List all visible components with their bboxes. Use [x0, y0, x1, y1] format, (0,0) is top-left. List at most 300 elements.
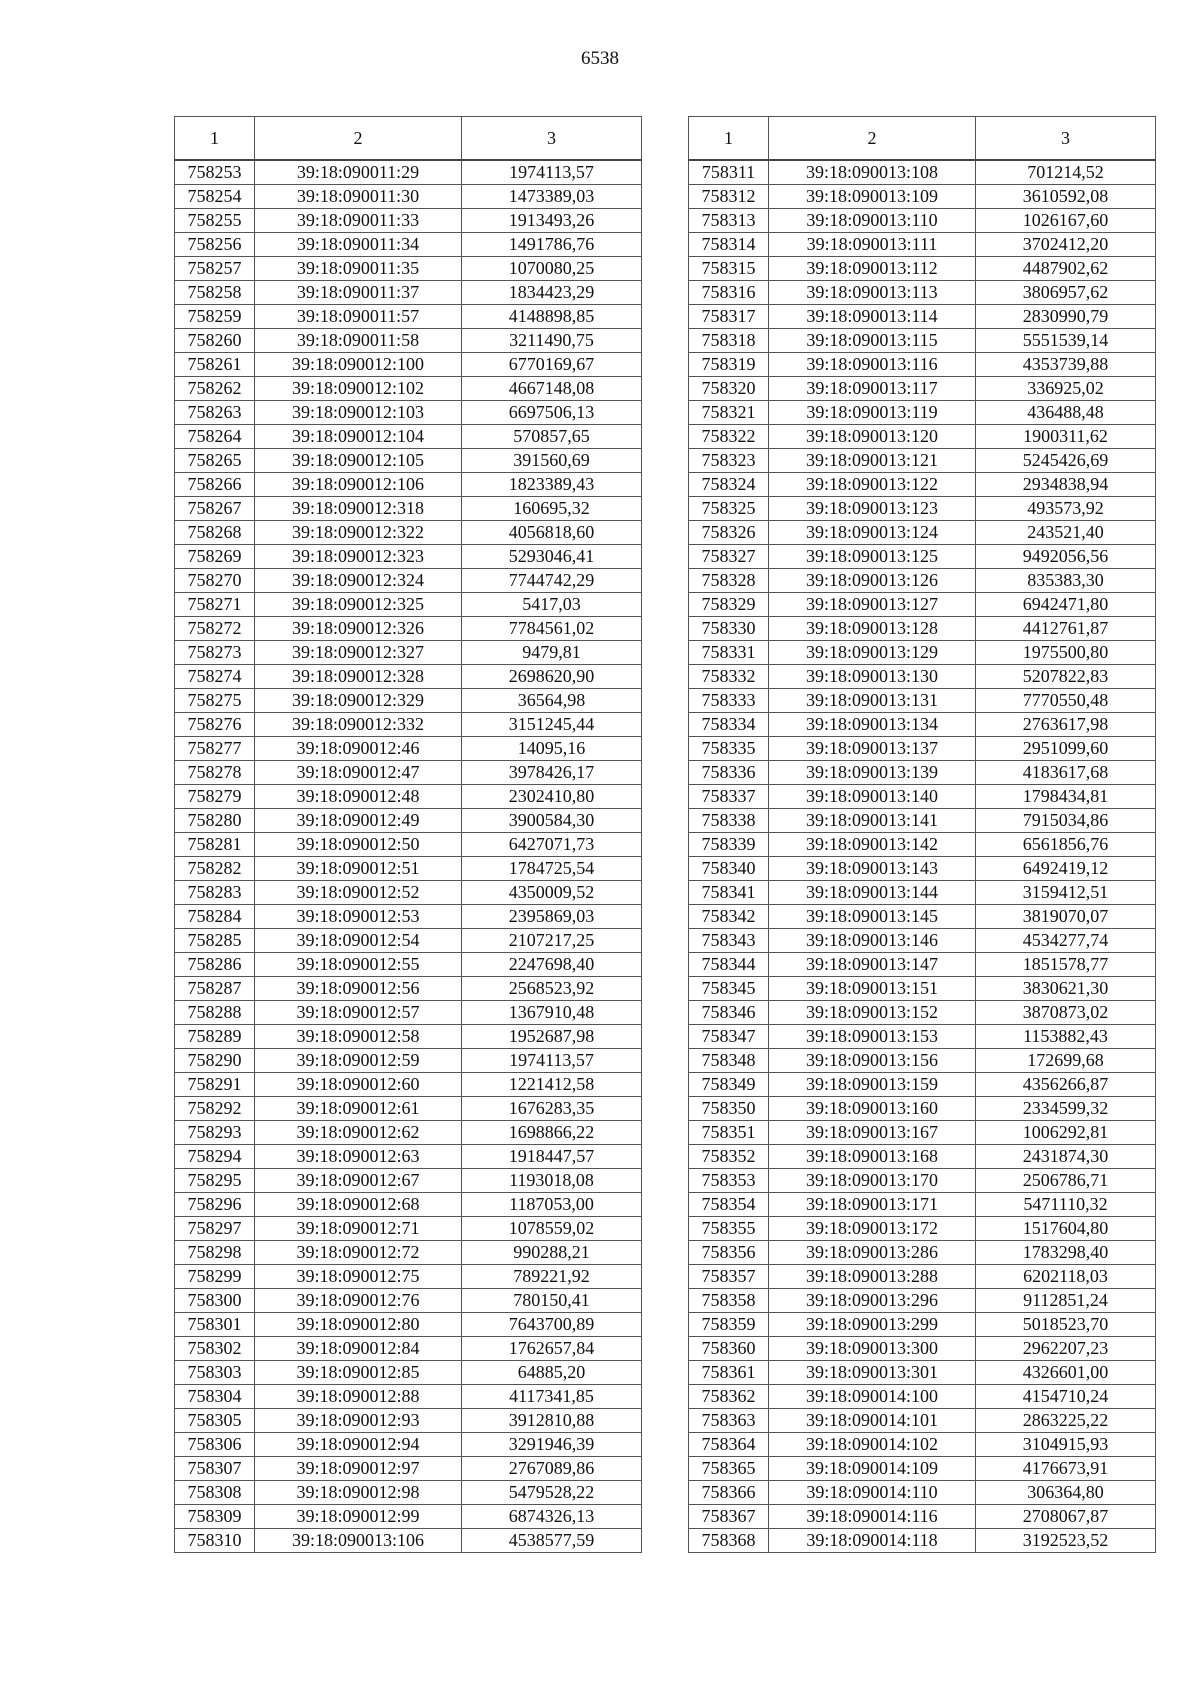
table-row	[175, 1001, 642, 1025]
row-number-cell: 758272	[175, 617, 255, 641]
table-row	[175, 473, 642, 497]
cadastral-number-cell: 39:18:090013:137	[769, 737, 976, 761]
cadastral-number-cell: 39:18:090012:72	[255, 1241, 462, 1265]
left-table	[174, 116, 642, 1553]
row-number-cell: 758359	[689, 1313, 769, 1337]
cadastral-number-cell: 39:18:090012:327	[255, 641, 462, 665]
value-cell: 4538577,59	[462, 1529, 642, 1553]
value-cell: 3192523,52	[976, 1529, 1156, 1553]
value-cell: 7784561,02	[462, 617, 642, 641]
cadastral-number-cell: 39:18:090012:47	[255, 761, 462, 785]
table-row	[689, 1025, 1156, 1049]
table-row	[689, 1481, 1156, 1505]
row-number-cell: 758276	[175, 713, 255, 737]
row-number-cell: 758309	[175, 1505, 255, 1529]
table-row	[689, 593, 1156, 617]
row-number-cell: 758361	[689, 1361, 769, 1385]
row-number-cell: 758315	[689, 257, 769, 281]
table-row	[175, 1241, 642, 1265]
cadastral-number-cell: 39:18:090013:106	[255, 1529, 462, 1553]
value-cell: 1900311,62	[976, 425, 1156, 449]
value-cell: 4154710,24	[976, 1385, 1156, 1409]
table-row	[175, 689, 642, 713]
table-row	[689, 1337, 1156, 1361]
cadastral-number-cell: 39:18:090013:172	[769, 1217, 976, 1241]
value-cell: 1698866,22	[462, 1121, 642, 1145]
header-row	[689, 117, 1156, 161]
table-row	[175, 857, 642, 881]
cadastral-number-cell: 39:18:090013:112	[769, 257, 976, 281]
cadastral-number-cell: 39:18:090013:134	[769, 713, 976, 737]
table-row	[175, 545, 642, 569]
cadastral-number-cell: 39:18:090012:61	[255, 1097, 462, 1121]
cadastral-number-cell: 39:18:090012:102	[255, 377, 462, 401]
value-cell: 1078559,02	[462, 1217, 642, 1241]
row-number-cell: 758300	[175, 1289, 255, 1313]
cadastral-number-cell: 39:18:090013:168	[769, 1145, 976, 1169]
table-row	[175, 449, 642, 473]
table-row	[175, 1169, 642, 1193]
cadastral-number-cell: 39:18:090012:58	[255, 1025, 462, 1049]
table-row	[689, 233, 1156, 257]
row-number-cell: 758317	[689, 305, 769, 329]
value-cell: 1491786,76	[462, 233, 642, 257]
cadastral-number-cell: 39:18:090013:288	[769, 1265, 976, 1289]
value-cell: 1221412,58	[462, 1073, 642, 1097]
value-cell: 1367910,48	[462, 1001, 642, 1025]
table-row	[689, 1433, 1156, 1457]
cadastral-number-cell: 39:18:090013:114	[769, 305, 976, 329]
row-number-cell: 758269	[175, 545, 255, 569]
row-number-cell: 758281	[175, 833, 255, 857]
row-number-cell: 758287	[175, 977, 255, 1001]
cadastral-number-cell: 39:18:090011:37	[255, 281, 462, 305]
value-cell: 1784725,54	[462, 857, 642, 881]
row-number-cell: 758322	[689, 425, 769, 449]
row-number-cell: 758292	[175, 1097, 255, 1121]
cadastral-number-cell: 39:18:090012:88	[255, 1385, 462, 1409]
table-row	[175, 353, 642, 377]
cadastral-number-cell: 39:18:090012:106	[255, 473, 462, 497]
cadastral-number-cell: 39:18:090012:57	[255, 1001, 462, 1025]
cadastral-number-cell: 39:18:090013:167	[769, 1121, 976, 1145]
row-number-cell: 758344	[689, 953, 769, 977]
header-row	[175, 117, 642, 161]
cadastral-number-cell: 39:18:090013:129	[769, 641, 976, 665]
value-cell: 3819070,07	[976, 905, 1156, 929]
value-cell: 1975500,80	[976, 641, 1156, 665]
value-cell: 701214,52	[976, 160, 1156, 185]
row-number-cell: 758279	[175, 785, 255, 809]
table-row	[175, 593, 642, 617]
value-cell: 4353739,88	[976, 353, 1156, 377]
value-cell: 4056818,60	[462, 521, 642, 545]
row-number-cell: 758350	[689, 1097, 769, 1121]
row-number-cell: 758323	[689, 449, 769, 473]
row-number-cell: 758364	[689, 1433, 769, 1457]
cadastral-number-cell: 39:18:090013:299	[769, 1313, 976, 1337]
row-number-cell: 758316	[689, 281, 769, 305]
row-number-cell: 758297	[175, 1217, 255, 1241]
cadastral-number-cell: 39:18:090012:103	[255, 401, 462, 425]
value-cell: 7770550,48	[976, 689, 1156, 713]
table-row	[689, 1313, 1156, 1337]
cadastral-number-cell: 39:18:090013:147	[769, 953, 976, 977]
table-row	[175, 1265, 642, 1289]
value-cell: 3151245,44	[462, 713, 642, 737]
cadastral-number-cell: 39:18:090013:127	[769, 593, 976, 617]
cadastral-number-cell: 39:18:090012:80	[255, 1313, 462, 1337]
table-row	[689, 1145, 1156, 1169]
cadastral-number-cell: 39:18:090013:119	[769, 401, 976, 425]
value-cell: 5245426,69	[976, 449, 1156, 473]
value-cell: 4183617,68	[976, 761, 1156, 785]
row-number-cell: 758298	[175, 1241, 255, 1265]
value-cell: 2247698,40	[462, 953, 642, 977]
cadastral-number-cell: 39:18:090012:98	[255, 1481, 462, 1505]
value-cell: 1918447,57	[462, 1145, 642, 1169]
table-row	[689, 449, 1156, 473]
table-row	[175, 329, 642, 353]
cadastral-number-cell: 39:18:090013:128	[769, 617, 976, 641]
value-cell: 4356266,87	[976, 1073, 1156, 1097]
table-row	[689, 737, 1156, 761]
table-row	[689, 281, 1156, 305]
cadastral-number-cell: 39:18:090012:54	[255, 929, 462, 953]
table-row	[175, 1433, 642, 1457]
table-row	[689, 1409, 1156, 1433]
row-number-cell: 758271	[175, 593, 255, 617]
table-row	[175, 425, 642, 449]
value-cell: 1851578,77	[976, 953, 1156, 977]
value-cell: 6770169,67	[462, 353, 642, 377]
row-number-cell: 758332	[689, 665, 769, 689]
table-row	[175, 1529, 642, 1553]
row-number-cell: 758333	[689, 689, 769, 713]
value-cell: 2302410,80	[462, 785, 642, 809]
cadastral-number-cell: 39:18:090012:100	[255, 353, 462, 377]
cadastral-number-cell: 39:18:090013:156	[769, 1049, 976, 1073]
row-number-cell: 758285	[175, 929, 255, 953]
table-row	[689, 377, 1156, 401]
table-row	[175, 833, 642, 857]
table-row	[175, 257, 642, 281]
row-number-cell: 758299	[175, 1265, 255, 1289]
row-number-cell: 758268	[175, 521, 255, 545]
table-row	[175, 305, 642, 329]
cadastral-number-cell: 39:18:090013:146	[769, 929, 976, 953]
left-table-header	[175, 117, 642, 161]
value-cell: 6561856,76	[976, 833, 1156, 857]
table-row	[689, 1169, 1156, 1193]
table-row	[175, 1505, 642, 1529]
value-cell: 172699,68	[976, 1049, 1156, 1073]
value-cell: 3211490,75	[462, 329, 642, 353]
cadastral-number-cell: 39:18:090013:170	[769, 1169, 976, 1193]
table-row	[689, 1121, 1156, 1145]
row-number-cell: 758275	[175, 689, 255, 713]
row-number-cell: 758263	[175, 401, 255, 425]
cadastral-number-cell: 39:18:090013:113	[769, 281, 976, 305]
value-cell: 2506786,71	[976, 1169, 1156, 1193]
cadastral-number-cell: 39:18:090013:171	[769, 1193, 976, 1217]
table-row	[689, 329, 1156, 353]
table-row	[689, 521, 1156, 545]
table-row	[689, 905, 1156, 929]
value-cell: 789221,92	[462, 1265, 642, 1289]
row-number-cell: 758302	[175, 1337, 255, 1361]
table-row	[175, 1049, 642, 1073]
row-number-cell: 758341	[689, 881, 769, 905]
cadastral-number-cell: 39:18:090013:131	[769, 689, 976, 713]
cadastral-number-cell: 39:18:090012:322	[255, 521, 462, 545]
value-cell: 3291946,39	[462, 1433, 642, 1457]
cadastral-number-cell: 39:18:090013:141	[769, 809, 976, 833]
value-cell: 990288,21	[462, 1241, 642, 1265]
table-row	[689, 713, 1156, 737]
cadastral-number-cell: 39:18:090013:152	[769, 1001, 976, 1025]
row-number-cell: 758264	[175, 425, 255, 449]
row-number-cell: 758273	[175, 641, 255, 665]
row-number-cell: 758310	[175, 1529, 255, 1553]
cadastral-number-cell: 39:18:090012:56	[255, 977, 462, 1001]
row-number-cell: 758349	[689, 1073, 769, 1097]
row-number-cell: 758368	[689, 1529, 769, 1553]
cadastral-number-cell: 39:18:090012:48	[255, 785, 462, 809]
left-table-body	[175, 160, 642, 1553]
table-row	[175, 233, 642, 257]
value-cell: 4117341,85	[462, 1385, 642, 1409]
row-number-cell: 758282	[175, 857, 255, 881]
value-cell: 3159412,51	[976, 881, 1156, 905]
table-row	[175, 521, 642, 545]
value-cell: 4350009,52	[462, 881, 642, 905]
row-number-cell: 758324	[689, 473, 769, 497]
row-number-cell: 758286	[175, 953, 255, 977]
value-cell: 5293046,41	[462, 545, 642, 569]
cadastral-number-cell: 39:18:090013:111	[769, 233, 976, 257]
table-row	[175, 1337, 642, 1361]
value-cell: 4326601,00	[976, 1361, 1156, 1385]
cadastral-number-cell: 39:18:090012:75	[255, 1265, 462, 1289]
cadastral-number-cell: 39:18:090013:124	[769, 521, 976, 545]
value-cell: 570857,65	[462, 425, 642, 449]
cadastral-number-cell: 39:18:090014:100	[769, 1385, 976, 1409]
row-number-cell: 758306	[175, 1433, 255, 1457]
table-row	[689, 569, 1156, 593]
table-row	[689, 809, 1156, 833]
cadastral-number-cell: 39:18:090011:33	[255, 209, 462, 233]
row-number-cell: 758289	[175, 1025, 255, 1049]
value-cell: 2951099,60	[976, 737, 1156, 761]
table-row	[689, 425, 1156, 449]
cadastral-number-cell: 39:18:090013:139	[769, 761, 976, 785]
value-cell: 4412761,87	[976, 617, 1156, 641]
value-cell: 7643700,89	[462, 1313, 642, 1337]
row-number-cell: 758365	[689, 1457, 769, 1481]
row-number-cell: 758345	[689, 977, 769, 1001]
value-cell: 3978426,17	[462, 761, 642, 785]
table-row	[689, 1529, 1156, 1553]
column-header-1: 1	[689, 117, 769, 161]
row-number-cell: 758354	[689, 1193, 769, 1217]
row-number-cell: 758296	[175, 1193, 255, 1217]
right-table-header	[689, 117, 1156, 161]
cadastral-number-cell: 39:18:090013:142	[769, 833, 976, 857]
cadastral-number-cell: 39:18:090014:116	[769, 1505, 976, 1529]
row-number-cell: 758280	[175, 809, 255, 833]
cadastral-number-cell: 39:18:090013:153	[769, 1025, 976, 1049]
table-row	[689, 1217, 1156, 1241]
table-row	[175, 1025, 642, 1049]
value-cell: 4176673,91	[976, 1457, 1156, 1481]
value-cell: 2107217,25	[462, 929, 642, 953]
value-cell: 1762657,84	[462, 1337, 642, 1361]
table-row	[689, 1289, 1156, 1313]
row-number-cell: 758290	[175, 1049, 255, 1073]
table-row	[689, 641, 1156, 665]
value-cell: 1834423,29	[462, 281, 642, 305]
value-cell: 3870873,02	[976, 1001, 1156, 1025]
value-cell: 5207822,83	[976, 665, 1156, 689]
cadastral-number-cell: 39:18:090012:55	[255, 953, 462, 977]
row-number-cell: 758339	[689, 833, 769, 857]
cadastral-number-cell: 39:18:090011:29	[255, 160, 462, 185]
table-row	[175, 1097, 642, 1121]
value-cell: 1153882,43	[976, 1025, 1156, 1049]
cadastral-number-cell: 39:18:090013:108	[769, 160, 976, 185]
row-number-cell: 758336	[689, 761, 769, 785]
table-row	[175, 377, 642, 401]
table-row	[175, 785, 642, 809]
column-header-1: 1	[175, 117, 255, 161]
cadastral-number-cell: 39:18:090013:110	[769, 209, 976, 233]
row-number-cell: 758294	[175, 1145, 255, 1169]
cadastral-number-cell: 39:18:090011:34	[255, 233, 462, 257]
cadastral-number-cell: 39:18:090012:59	[255, 1049, 462, 1073]
value-cell: 1187053,00	[462, 1193, 642, 1217]
table-row	[175, 1217, 642, 1241]
table-row	[689, 689, 1156, 713]
row-number-cell: 758356	[689, 1241, 769, 1265]
table-row	[175, 1313, 642, 1337]
table-row	[689, 353, 1156, 377]
value-cell: 1913493,26	[462, 209, 642, 233]
table-row	[175, 401, 642, 425]
row-number-cell: 758261	[175, 353, 255, 377]
cadastral-number-cell: 39:18:090013:130	[769, 665, 976, 689]
row-number-cell: 758312	[689, 185, 769, 209]
row-number-cell: 758319	[689, 353, 769, 377]
value-cell: 1473389,03	[462, 185, 642, 209]
cadastral-number-cell: 39:18:090014:101	[769, 1409, 976, 1433]
table-row	[689, 545, 1156, 569]
cadastral-number-cell: 39:18:090012:60	[255, 1073, 462, 1097]
table-row	[689, 833, 1156, 857]
value-cell: 6427071,73	[462, 833, 642, 857]
table-row	[175, 497, 642, 521]
cadastral-number-cell: 39:18:090012:99	[255, 1505, 462, 1529]
row-number-cell: 758266	[175, 473, 255, 497]
value-cell: 4534277,74	[976, 929, 1156, 953]
row-number-cell: 758254	[175, 185, 255, 209]
value-cell: 14095,16	[462, 737, 642, 761]
cadastral-number-cell: 39:18:090012:68	[255, 1193, 462, 1217]
table-row	[175, 209, 642, 233]
column-header-2: 2	[255, 117, 462, 161]
cadastral-number-cell: 39:18:090013:116	[769, 353, 976, 377]
row-number-cell: 758274	[175, 665, 255, 689]
cadastral-number-cell: 39:18:090012:62	[255, 1121, 462, 1145]
table-row	[175, 617, 642, 641]
value-cell: 436488,48	[976, 401, 1156, 425]
row-number-cell: 758353	[689, 1169, 769, 1193]
row-number-cell: 758343	[689, 929, 769, 953]
cadastral-number-cell: 39:18:090013:109	[769, 185, 976, 209]
cadastral-number-cell: 39:18:090013:151	[769, 977, 976, 1001]
cadastral-number-cell: 39:18:090013:125	[769, 545, 976, 569]
table-row	[689, 665, 1156, 689]
cadastral-number-cell: 39:18:090012:84	[255, 1337, 462, 1361]
row-number-cell: 758257	[175, 257, 255, 281]
cadastral-number-cell: 39:18:090012:53	[255, 905, 462, 929]
table-row	[689, 1001, 1156, 1025]
row-number-cell: 758295	[175, 1169, 255, 1193]
row-number-cell: 758348	[689, 1049, 769, 1073]
row-number-cell: 758301	[175, 1313, 255, 1337]
row-number-cell: 758258	[175, 281, 255, 305]
value-cell: 2568523,92	[462, 977, 642, 1001]
row-number-cell: 758283	[175, 881, 255, 905]
row-number-cell: 758367	[689, 1505, 769, 1529]
cadastral-number-cell: 39:18:090013:301	[769, 1361, 976, 1385]
table-row	[175, 1073, 642, 1097]
table-row	[175, 641, 642, 665]
cadastral-number-cell: 39:18:090013:144	[769, 881, 976, 905]
row-number-cell: 758347	[689, 1025, 769, 1049]
row-number-cell: 758330	[689, 617, 769, 641]
row-number-cell: 758363	[689, 1409, 769, 1433]
page-number: 6538	[581, 48, 619, 69]
value-cell: 1006292,81	[976, 1121, 1156, 1145]
value-cell: 3610592,08	[976, 185, 1156, 209]
row-number-cell: 758351	[689, 1121, 769, 1145]
table-row	[175, 977, 642, 1001]
table-row	[689, 1073, 1156, 1097]
value-cell: 2962207,23	[976, 1337, 1156, 1361]
cadastral-number-cell: 39:18:090012:71	[255, 1217, 462, 1241]
value-cell: 2708067,87	[976, 1505, 1156, 1529]
table-row	[689, 160, 1156, 185]
table-row	[689, 761, 1156, 785]
table-row	[175, 1289, 642, 1313]
cadastral-number-cell: 39:18:090011:58	[255, 329, 462, 353]
table-row	[175, 1193, 642, 1217]
value-cell: 1026167,60	[976, 209, 1156, 233]
row-number-cell: 758337	[689, 785, 769, 809]
row-number-cell: 758360	[689, 1337, 769, 1361]
row-number-cell: 758260	[175, 329, 255, 353]
table-row	[175, 1481, 642, 1505]
value-cell: 7744742,29	[462, 569, 642, 593]
cadastral-number-cell: 39:18:090012:50	[255, 833, 462, 857]
value-cell: 64885,20	[462, 1361, 642, 1385]
value-cell: 243521,40	[976, 521, 1156, 545]
cadastral-number-cell: 39:18:090012:67	[255, 1169, 462, 1193]
value-cell: 6492419,12	[976, 857, 1156, 881]
cadastral-number-cell: 39:18:090012:52	[255, 881, 462, 905]
table-row	[175, 809, 642, 833]
